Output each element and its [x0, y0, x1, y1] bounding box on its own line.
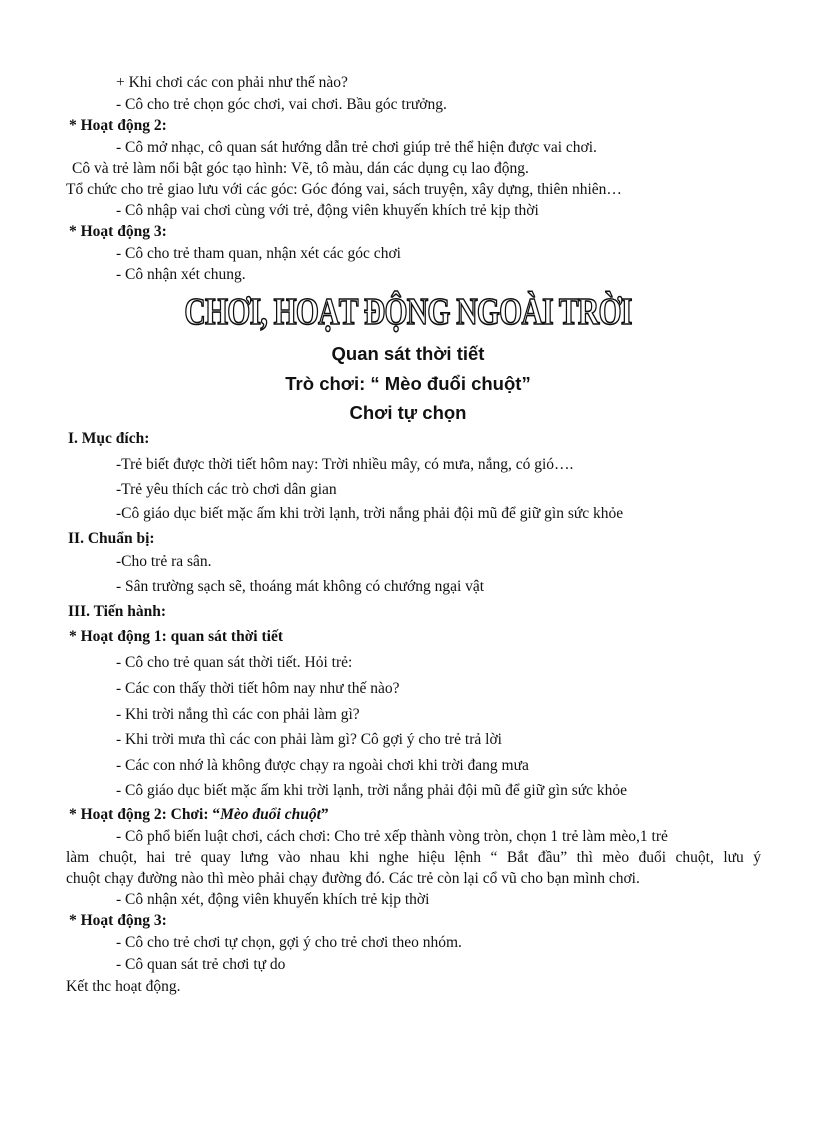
activity-2-line-1: - Cô mở nhạc, cô quan sát hướng dẫn trẻ chơi giúp trẻ thể hiện được vai chơi.	[116, 139, 597, 156]
section-1-line-1: -Trẻ biết được thời tiết hôm nay: Trời nhiều mây, có mưa, nắng, có gió….	[116, 456, 574, 473]
section-3-heading: III. Tiến hành:	[68, 603, 167, 620]
free-play-line-2: - Cô quan sát trẻ chơi tự do	[116, 956, 286, 973]
intro-line-2: - Cô cho trẻ chọn góc chơi, vai chơi. Bầu góc trưởng.	[116, 96, 447, 113]
activity-1-line-5: - Các con nhớ là không được chạy ra ngoài chơi khi trời đang mưa	[116, 757, 529, 774]
game-activity-line-4: - Cô nhận xét, động viên khuyến khích trẻ kịp thời	[116, 891, 430, 908]
activity-3-line-2: - Cô nhận xét chung.	[116, 266, 246, 283]
subtitle-weather: Quan sát thời tiết	[331, 343, 485, 364]
activity-2-heading: * Hoạt động 2:	[69, 117, 167, 134]
activity-2-line-3: Tổ chức cho trẻ giao lưu với các góc: Góc đóng vai, sách truyện, xây dựng, thiên nhiên…	[66, 181, 622, 198]
free-play-line-1: - Cô cho trẻ chơi tự chọn, gợi ý cho trẻ chơi theo nhóm.	[116, 934, 462, 951]
subtitle-game: Trò chơi: “ Mèo đuổi chuột”	[285, 373, 531, 394]
section-2-heading: II. Chuẩn bị:	[68, 530, 155, 547]
section-1-line-3: -Cô giáo dục biết mặc ấm khi trời lạnh, trời nắng phải đội mũ để giữ gìn sức khỏe	[116, 505, 624, 522]
section-2-line-2: - Sân trường sạch sẽ, thoáng mát không có chướng ngại vật	[116, 578, 485, 595]
closing-line: Kết thc hoạt động.	[66, 978, 181, 995]
game-rules-line-2: làm chuột, hai trẻ quay lưng vào nhau khi nghe hiệu lệnh “ Bắt đầu” thì mèo đuổi chuột, lưu ý	[66, 849, 761, 866]
activity-1-line-3: - Khi trời nắng thì các con phải làm gì?	[116, 706, 360, 723]
game-heading-suffix: ”	[320, 806, 329, 823]
game-heading-name: Mèo đuổi chuột	[220, 806, 321, 823]
game-activity-heading	[69, 806, 329, 824]
intro-line-1: + Khi chơi các con phải như thế nào?	[116, 74, 348, 91]
activity-3-line-1: - Cô cho trẻ tham quan, nhận xét các góc chơi	[116, 245, 401, 262]
activity-1-line-1: - Cô cho trẻ quan sát thời tiết. Hỏi trẻ:	[116, 654, 353, 671]
activity-2-line-4: - Cô nhập vai chơi cùng với trẻ, động viên khuyến khích trẻ kịp thời	[116, 202, 539, 219]
page-title: CHƠI, HOẠT ĐỘNG NGOÀI TRỜI	[184, 291, 632, 333]
section-2-line-1: -Cho trẻ ra sân.	[116, 553, 212, 570]
activity-1-line-4: - Khi trời mưa thì các con phải làm gì? Cô gợi ý cho trẻ trả lời	[116, 731, 502, 748]
activity-1-line-6: - Cô giáo dục biết mặc ấm khi trời lạnh, trời nắng phải đội mũ để giữ gìn sức khỏe	[116, 782, 628, 799]
activity-2-line-2: Cô và trẻ làm nổi bật góc tạo hình: Vẽ, tô màu, dán các dụng cụ lao động.	[72, 160, 529, 177]
game-rules-line-1: - Cô phổ biến luật chơi, cách chơi: Cho trẻ xếp thành vòng tròn, chọn 1 trẻ làm mèo,1 trẻ	[116, 828, 668, 845]
section-1-heading: I. Mục đích:	[68, 430, 150, 447]
activity-3-heading: * Hoạt động 3:	[69, 223, 167, 240]
section-1-line-2: -Trẻ yêu thích các trò chơi dân gian	[116, 481, 337, 498]
subtitle-free-play: Chơi tự chọn	[349, 402, 467, 423]
game-rules-line-3: chuột chạy đường nào thì mèo phải chạy đường đó. Các trẻ còn lại cổ vũ cho bạn mình chơi.	[66, 870, 640, 887]
activity-1-line-2: - Các con thấy thời tiết hôm nay như thế nào?	[116, 680, 400, 697]
game-heading-prefix: * Hoạt động 2: Chơi: “	[69, 806, 221, 823]
free-play-heading: * Hoạt động 3:	[69, 912, 167, 929]
activity-1-heading: * Hoạt động 1: quan sát thời tiết	[69, 628, 283, 645]
